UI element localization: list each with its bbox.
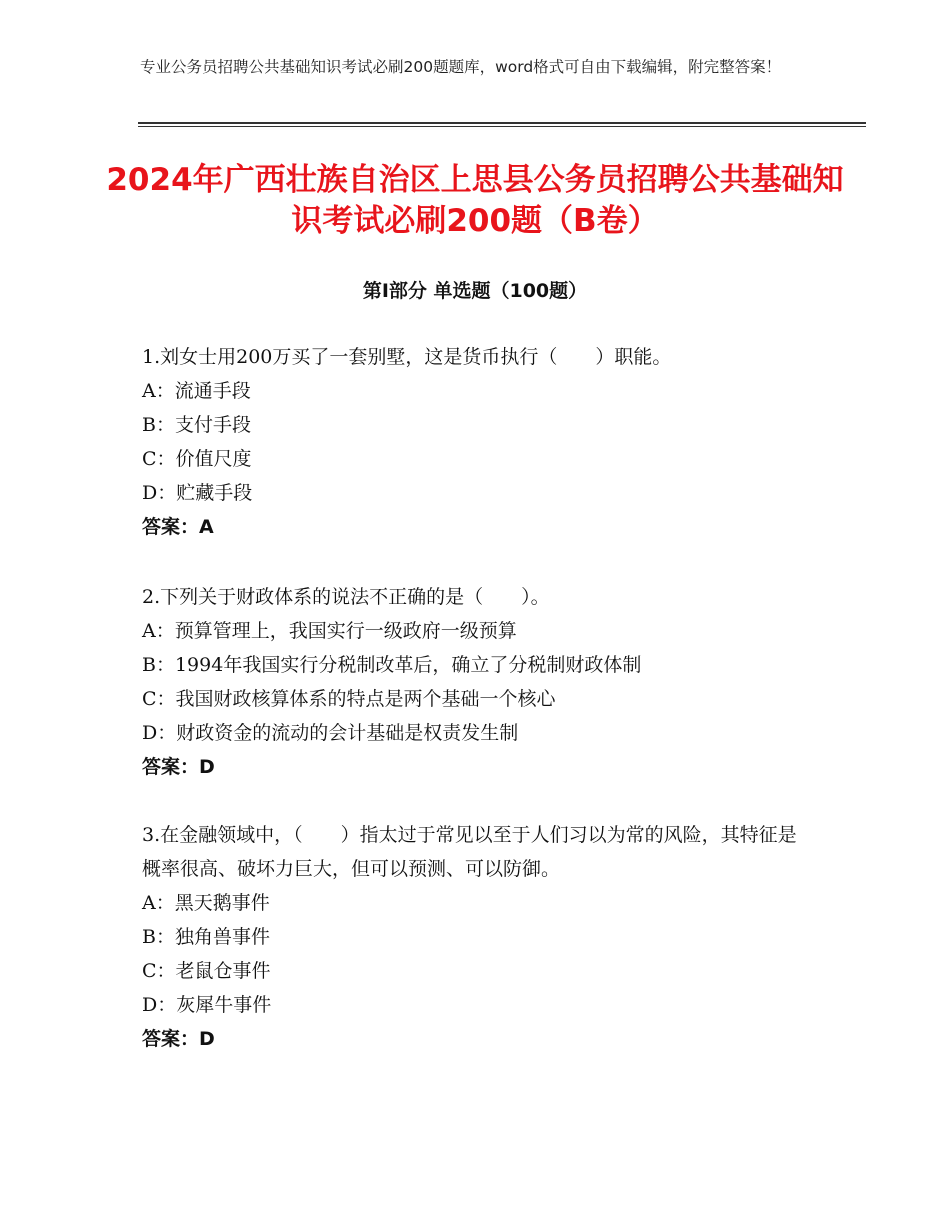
question-stem: 2.下列关于财政体系的说法不正确的是（ ）。	[142, 586, 550, 608]
option-c: C：我国财政核算体系的特点是两个基础一个核心	[142, 688, 556, 710]
header-divider-thick	[138, 122, 866, 124]
question-stem: 3.在金融领域中，（ ）指太过于常见以至于人们习以为常的风险，其特征是概率很高、破坏力巨大，但可以预测、可以防御。	[142, 824, 797, 880]
question-3	[142, 818, 812, 1056]
answer: 答案：D	[142, 756, 215, 778]
option-a: A：预算管理上，我国实行一级政府一级预算	[142, 620, 517, 642]
option-c: C：价值尺度	[142, 448, 252, 470]
question-2	[142, 580, 812, 784]
option-c: C：老鼠仓事件	[142, 960, 271, 982]
document-title: 2024年广西壮族自治区上思县公务员招聘公共基础知识考试必刷200题（B卷）	[106, 162, 844, 239]
option-b: B：支付手段	[142, 414, 251, 436]
option-d: D：灰犀牛事件	[142, 994, 272, 1016]
option-d: D：财政资金的流动的会计基础是权责发生制	[142, 722, 519, 744]
option-b: B：1994年我国实行分税制改革后，确立了分税制财政体制	[142, 654, 642, 676]
question-1	[142, 340, 812, 544]
option-b: B：独角兽事件	[142, 926, 270, 948]
section-heading: 第Ⅰ部分 单选题（100题）	[362, 280, 588, 302]
option-a: A：黑天鹅事件	[142, 892, 270, 914]
answer: 答案：D	[142, 1028, 215, 1050]
answer: 答案：A	[142, 516, 214, 538]
header-note: 专业公务员招聘公共基础知识考试必刷200题题库，word格式可自由下载编辑，附完整答案！	[140, 58, 782, 76]
option-a: A：流通手段	[142, 380, 251, 402]
header-divider-thin	[138, 126, 866, 127]
question-stem: 1.刘女士用200万买了一套别墅，这是货币执行（ ）职能。	[142, 346, 672, 368]
option-d: D：贮藏手段	[142, 482, 253, 504]
